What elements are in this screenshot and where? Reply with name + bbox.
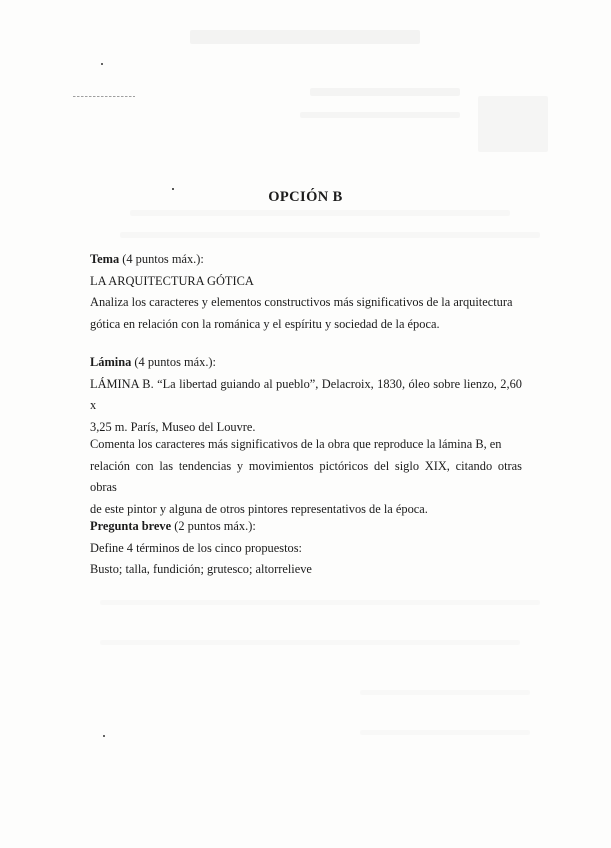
scan-artifact bbox=[478, 96, 548, 152]
tema-section bbox=[90, 249, 522, 335]
scan-artifact bbox=[360, 730, 530, 735]
scan-speck bbox=[101, 63, 103, 65]
comenta-section bbox=[90, 434, 522, 520]
scan-artifact bbox=[360, 690, 530, 695]
pregunta-text-line: Define 4 términos de los cinco propuestos: bbox=[90, 540, 302, 555]
pregunta-header bbox=[90, 516, 522, 538]
scan-artifact bbox=[310, 88, 460, 96]
comenta-text-line: Comenta los caracteres más significativos de la obra que reproduce la lámina B, en bbox=[90, 437, 502, 451]
option-heading: OPCIÓN B bbox=[268, 189, 343, 205]
lamina-text-line: 3,25 m. París, Museo del Louvre. bbox=[90, 419, 256, 434]
tema-title: LA ARQUITECTURA GÓTICA bbox=[90, 273, 254, 288]
lamina-text-line: LÁMINA B. “La libertad guiando al pueblo”, Delacroix, 1830, óleo sobre lienzo, 2,60 x bbox=[90, 376, 522, 412]
scan-speck bbox=[103, 735, 105, 737]
scan-artifact bbox=[100, 640, 520, 645]
pregunta-points: (2 puntos máx.): bbox=[174, 519, 256, 533]
comenta-text-line: de este pintor y alguna de otros pintores representativos de la época. bbox=[90, 501, 428, 516]
scan-dashed-mark bbox=[73, 96, 135, 97]
tema-text-line: gótica en relación con la románica y el espíritu y sociedad de la época. bbox=[90, 316, 440, 331]
scan-artifact bbox=[300, 112, 460, 118]
pregunta-terms: Busto; talla, fundición; grutesco; altorrelieve bbox=[90, 562, 312, 576]
lamina-points: (4 puntos máx.): bbox=[134, 355, 216, 369]
tema-label: Tema bbox=[90, 252, 120, 266]
scan-artifact bbox=[190, 30, 420, 44]
tema-text-line: Analiza los caracteres y elementos constructivos más significativos de la arquitectura bbox=[90, 295, 513, 309]
tema-header bbox=[90, 249, 522, 271]
comenta-text-line: relación con las tendencias y movimientos pictóricos del siglo XIX, citando otras obras bbox=[90, 458, 522, 494]
scan-artifact bbox=[120, 232, 540, 238]
lamina-label: Lámina bbox=[90, 355, 132, 369]
scan-artifact bbox=[130, 210, 510, 216]
pregunta-section bbox=[90, 516, 522, 581]
lamina-header bbox=[90, 352, 522, 374]
pregunta-label: Pregunta breve bbox=[90, 519, 172, 533]
scan-artifact bbox=[100, 600, 540, 605]
tema-points: (4 puntos máx.): bbox=[122, 252, 204, 266]
lamina-section bbox=[90, 352, 522, 438]
